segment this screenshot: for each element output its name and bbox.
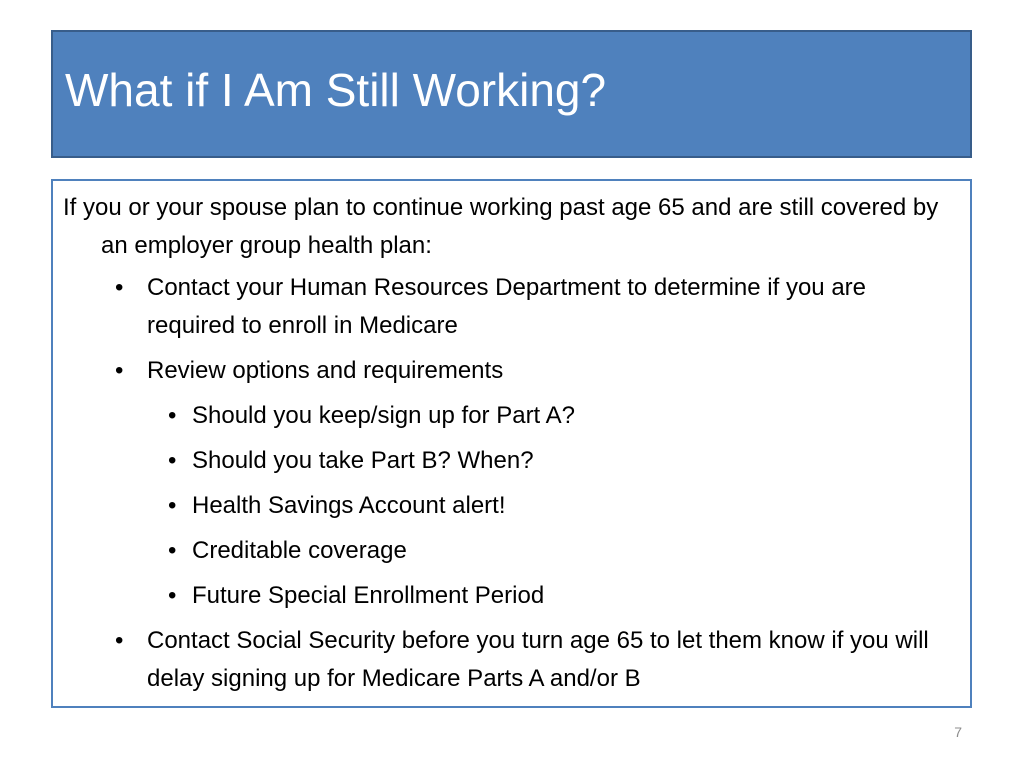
content-box bbox=[51, 179, 972, 708]
sub-bullet-part-a: • Should you keep/sign up for Part A? bbox=[63, 397, 958, 435]
bullet-contact-hr: • Contact your Human Resources Department to determine if you are required to enroll in Medicare bbox=[63, 269, 958, 345]
sub-bullet-special-enrollment: • Future Special Enrollment Period bbox=[63, 577, 958, 615]
title-bar bbox=[51, 30, 972, 158]
slide-title: What if I Am Still Working? bbox=[65, 64, 607, 116]
intro-paragraph: If you or your spouse plan to continue working past age 65 and are still covered by an employer group health plan: bbox=[63, 194, 939, 259]
bullet-review-options: • Review options and requirements bbox=[63, 352, 958, 390]
sub-bullet-creditable-coverage: • Creditable coverage bbox=[63, 532, 958, 570]
content-body bbox=[63, 189, 958, 705]
sub-bullet-hsa-alert: • Health Savings Account alert! bbox=[63, 487, 958, 525]
sub-bullet-part-b: • Should you take Part B? When? bbox=[63, 442, 958, 480]
bullet-list bbox=[63, 269, 958, 698]
bullet-contact-social-security: • Contact Social Security before you turn age 65 to let them know if you will delay signing up for Medicare Parts A and/or B bbox=[63, 622, 958, 698]
page-number: 7 bbox=[954, 724, 962, 740]
